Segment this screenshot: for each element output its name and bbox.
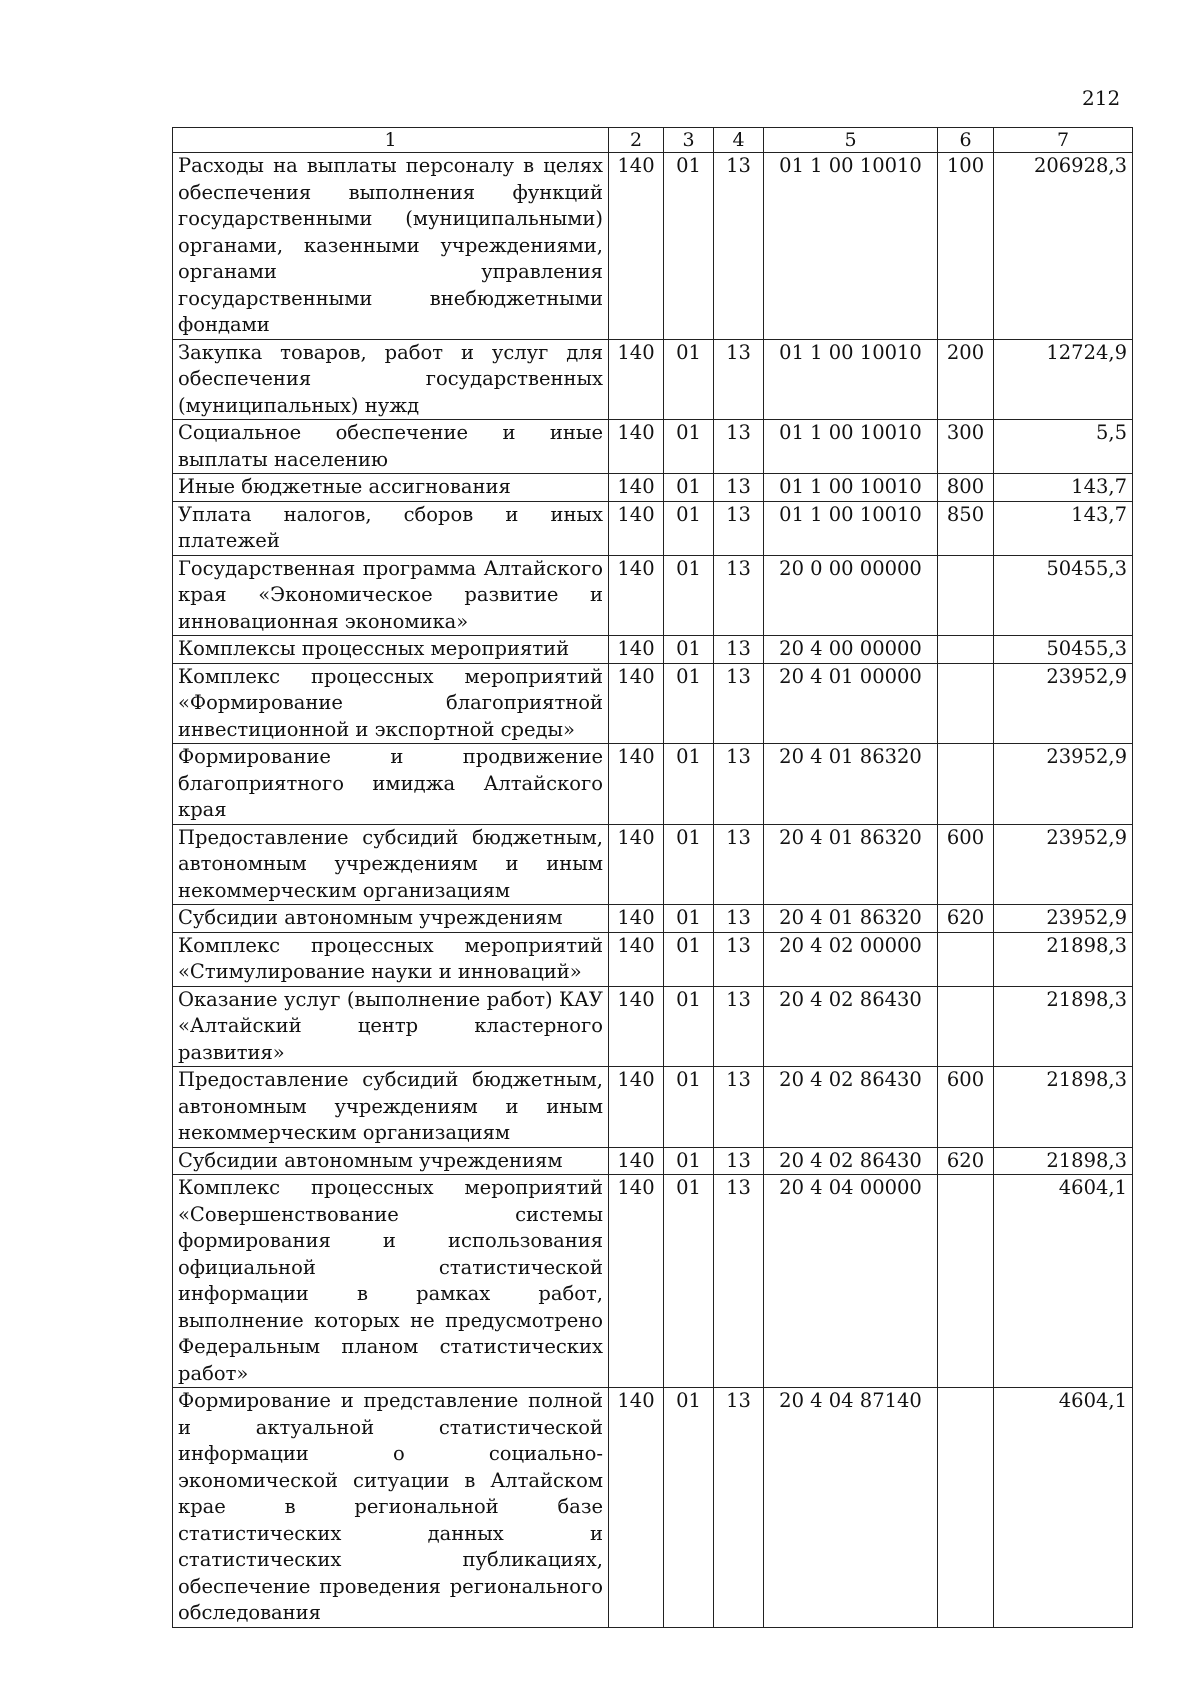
subsection-cell: 13 xyxy=(714,1147,764,1175)
subsection-cell: 13 xyxy=(714,555,764,636)
section-cell: 01 xyxy=(664,905,714,933)
section-cell: 01 xyxy=(664,474,714,502)
target-article-cell: 20 4 01 86320 xyxy=(764,744,938,825)
ministry-code-cell: 140 xyxy=(609,636,664,664)
subsection-cell: 13 xyxy=(714,1067,764,1148)
target-article-cell: 01 1 00 10010 xyxy=(764,501,938,555)
amount-cell: 5,5 xyxy=(994,420,1133,474)
amount-cell: 50455,3 xyxy=(994,555,1133,636)
row-name-cell: Комплексы процессных мероприятий xyxy=(173,636,609,664)
amount-cell: 143,7 xyxy=(994,474,1133,502)
row-name-cell: Формирование и представление полной и актуальной статистической информации о социально-экономической ситуации в Алтайском крае в региональной базе статистических данных и статистических публикациях, обеспечение проведения регионального обследования xyxy=(173,1388,609,1628)
row-name-cell: Субсидии автономным учреждениям xyxy=(173,905,609,933)
target-article-cell: 20 4 02 86430 xyxy=(764,986,938,1067)
ministry-code-cell: 140 xyxy=(609,986,664,1067)
subsection-cell: 13 xyxy=(714,339,764,420)
table-row xyxy=(173,1175,1133,1388)
row-name-cell: Социальное обеспечение и иные выплаты населению xyxy=(173,420,609,474)
row-name-cell: Оказание услуг (выполнение работ) КАУ «Алтайский центр кластерного развития» xyxy=(173,986,609,1067)
subsection-cell: 13 xyxy=(714,905,764,933)
amount-cell: 4604,1 xyxy=(994,1388,1133,1628)
subsection-cell: 13 xyxy=(714,663,764,744)
table-row xyxy=(173,339,1133,420)
expense-type-cell: 800 xyxy=(938,474,994,502)
column-header: 4 xyxy=(714,128,764,153)
table-row xyxy=(173,420,1133,474)
column-header: 6 xyxy=(938,128,994,153)
row-name-cell: Формирование и продвижение благоприятного имиджа Алтайского края xyxy=(173,744,609,825)
section-cell: 01 xyxy=(664,501,714,555)
ministry-code-cell: 140 xyxy=(609,420,664,474)
section-cell: 01 xyxy=(664,663,714,744)
expense-type-cell: 850 xyxy=(938,501,994,555)
table-row xyxy=(173,501,1133,555)
table-row xyxy=(173,905,1133,933)
ministry-code-cell: 140 xyxy=(609,555,664,636)
target-article-cell: 01 1 00 10010 xyxy=(764,420,938,474)
row-name-cell: Иные бюджетные ассигнования xyxy=(173,474,609,502)
expense-type-cell xyxy=(938,986,994,1067)
section-cell: 01 xyxy=(664,636,714,664)
amount-cell: 23952,9 xyxy=(994,663,1133,744)
section-cell: 01 xyxy=(664,1147,714,1175)
target-article-cell: 20 4 01 86320 xyxy=(764,905,938,933)
ministry-code-cell: 140 xyxy=(609,663,664,744)
table-row xyxy=(173,986,1133,1067)
row-name-cell: Предоставление субсидий бюджетным, автономным учреждениям и иным некоммерческим организациям xyxy=(173,824,609,905)
ministry-code-cell: 140 xyxy=(609,1175,664,1388)
section-cell: 01 xyxy=(664,1388,714,1628)
table-row xyxy=(173,1388,1133,1628)
table-row xyxy=(173,663,1133,744)
amount-cell: 12724,9 xyxy=(994,339,1133,420)
table-row xyxy=(173,636,1133,664)
ministry-code-cell: 140 xyxy=(609,905,664,933)
subsection-cell: 13 xyxy=(714,986,764,1067)
table-row xyxy=(173,555,1133,636)
subsection-cell: 13 xyxy=(714,1175,764,1388)
expense-type-cell xyxy=(938,636,994,664)
amount-cell: 23952,9 xyxy=(994,744,1133,825)
header-row xyxy=(173,128,1133,153)
amount-cell: 143,7 xyxy=(994,501,1133,555)
row-name-cell: Уплата налогов, сборов и иных платежей xyxy=(173,501,609,555)
column-header: 1 xyxy=(173,128,609,153)
column-header: 7 xyxy=(994,128,1133,153)
section-cell: 01 xyxy=(664,555,714,636)
subsection-cell: 13 xyxy=(714,153,764,340)
expense-type-cell xyxy=(938,932,994,986)
section-cell: 01 xyxy=(664,932,714,986)
table-row xyxy=(173,1067,1133,1148)
target-article-cell: 20 4 01 86320 xyxy=(764,824,938,905)
target-article-cell: 20 4 02 86430 xyxy=(764,1147,938,1175)
expense-type-cell xyxy=(938,663,994,744)
column-header: 2 xyxy=(609,128,664,153)
expense-type-cell: 600 xyxy=(938,1067,994,1148)
subsection-cell: 13 xyxy=(714,474,764,502)
expense-type-cell: 300 xyxy=(938,420,994,474)
subsection-cell: 13 xyxy=(714,501,764,555)
target-article-cell: 01 1 00 10010 xyxy=(764,339,938,420)
subsection-cell: 13 xyxy=(714,824,764,905)
expense-type-cell: 600 xyxy=(938,824,994,905)
section-cell: 01 xyxy=(664,986,714,1067)
expense-type-cell: 620 xyxy=(938,1147,994,1175)
column-header: 5 xyxy=(764,128,938,153)
expense-type-cell: 100 xyxy=(938,153,994,340)
row-name-cell: Расходы на выплаты персоналу в целях обеспечения выполнения функций государственными (муниципальными) органами, казенными учреждениями, органами управления государственными внебюджетными фондами xyxy=(173,153,609,340)
page-number: 212 xyxy=(1082,86,1121,110)
subsection-cell: 13 xyxy=(714,420,764,474)
row-name-cell: Комплекс процессных мероприятий «Стимулирование науки и инноваций» xyxy=(173,932,609,986)
section-cell: 01 xyxy=(664,1067,714,1148)
target-article-cell: 20 4 02 86430 xyxy=(764,1067,938,1148)
amount-cell: 206928,3 xyxy=(994,153,1133,340)
table-row xyxy=(173,153,1133,340)
target-article-cell: 20 4 04 00000 xyxy=(764,1175,938,1388)
subsection-cell: 13 xyxy=(714,744,764,825)
amount-cell: 4604,1 xyxy=(994,1175,1133,1388)
ministry-code-cell: 140 xyxy=(609,932,664,986)
section-cell: 01 xyxy=(664,339,714,420)
amount-cell: 23952,9 xyxy=(994,905,1133,933)
ministry-code-cell: 140 xyxy=(609,744,664,825)
table-row xyxy=(173,474,1133,502)
row-name-cell: Комплекс процессных мероприятий «Формирование благоприятной инвестиционной и экспортной среды» xyxy=(173,663,609,744)
row-name-cell: Государственная программа Алтайского края «Экономическое развитие и инновационная экономика» xyxy=(173,555,609,636)
table-row xyxy=(173,932,1133,986)
subsection-cell: 13 xyxy=(714,1388,764,1628)
target-article-cell: 20 4 00 00000 xyxy=(764,636,938,664)
expense-type-cell: 200 xyxy=(938,339,994,420)
subsection-cell: 13 xyxy=(714,932,764,986)
section-cell: 01 xyxy=(664,824,714,905)
subsection-cell: 13 xyxy=(714,636,764,664)
column-header: 3 xyxy=(664,128,714,153)
section-cell: 01 xyxy=(664,153,714,340)
expense-type-cell xyxy=(938,1388,994,1628)
section-cell: 01 xyxy=(664,420,714,474)
row-name-cell: Предоставление субсидий бюджетным, автономным учреждениям и иным некоммерческим организациям xyxy=(173,1067,609,1148)
target-article-cell: 20 4 04 87140 xyxy=(764,1388,938,1628)
ministry-code-cell: 140 xyxy=(609,1067,664,1148)
expense-type-cell xyxy=(938,555,994,636)
ministry-code-cell: 140 xyxy=(609,1147,664,1175)
section-cell: 01 xyxy=(664,1175,714,1388)
target-article-cell: 20 4 02 00000 xyxy=(764,932,938,986)
ministry-code-cell: 140 xyxy=(609,501,664,555)
section-cell: 01 xyxy=(664,744,714,825)
amount-cell: 23952,9 xyxy=(994,824,1133,905)
ministry-code-cell: 140 xyxy=(609,824,664,905)
table-row xyxy=(173,1147,1133,1175)
amount-cell: 21898,3 xyxy=(994,1067,1133,1148)
expense-type-cell xyxy=(938,744,994,825)
amount-cell: 21898,3 xyxy=(994,986,1133,1067)
ministry-code-cell: 140 xyxy=(609,474,664,502)
amount-cell: 50455,3 xyxy=(994,636,1133,664)
row-name-cell: Субсидии автономным учреждениям xyxy=(173,1147,609,1175)
row-name-cell: Закупка товаров, работ и услуг для обеспечения государственных (муниципальных) нужд xyxy=(173,339,609,420)
ministry-code-cell: 140 xyxy=(609,339,664,420)
ministry-code-cell: 140 xyxy=(609,153,664,340)
target-article-cell: 01 1 00 10010 xyxy=(764,474,938,502)
amount-cell: 21898,3 xyxy=(994,1147,1133,1175)
target-article-cell: 20 4 01 00000 xyxy=(764,663,938,744)
target-article-cell: 20 0 00 00000 xyxy=(764,555,938,636)
target-article-cell: 01 1 00 10010 xyxy=(764,153,938,340)
table-row xyxy=(173,824,1133,905)
expense-type-cell: 620 xyxy=(938,905,994,933)
expense-type-cell xyxy=(938,1175,994,1388)
ministry-code-cell: 140 xyxy=(609,1388,664,1628)
table-row xyxy=(173,744,1133,825)
budget-table xyxy=(172,127,1133,1628)
amount-cell: 21898,3 xyxy=(994,932,1133,986)
row-name-cell: Комплекс процессных мероприятий «Совершенствование системы формирования и использования официальной статистической информации в рамках работ, выполнение которых не предусмотрено Федеральным планом статистических работ» xyxy=(173,1175,609,1388)
